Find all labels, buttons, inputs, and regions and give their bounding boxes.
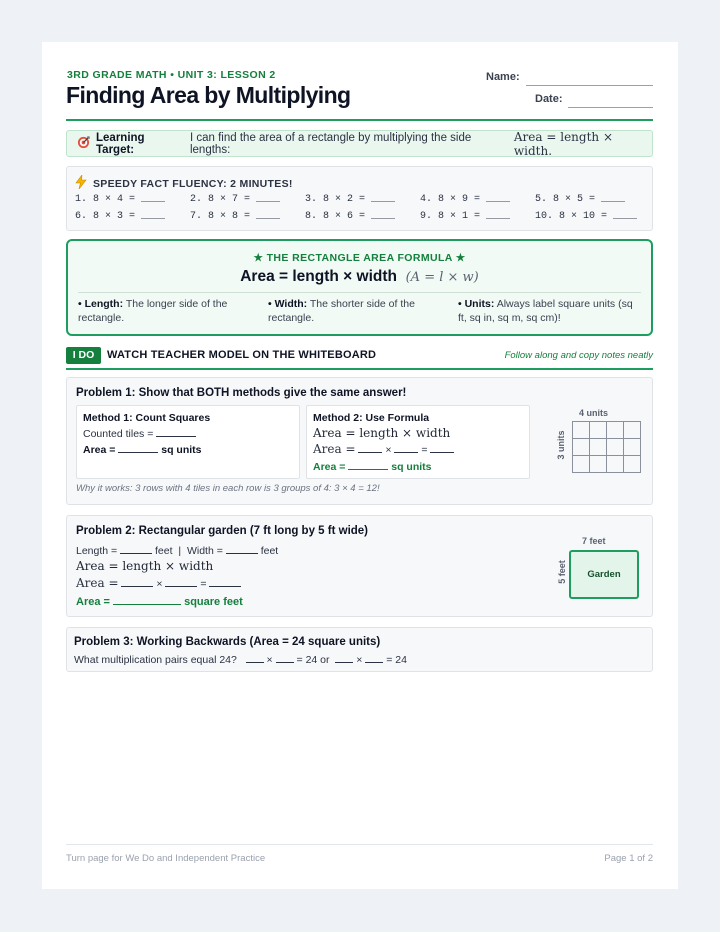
ido-note: Follow along and copy notes neatly [504, 350, 653, 361]
separator: | [178, 545, 182, 557]
problem-1-title: Problem 1: Show that BOTH methods give the same answer! [76, 387, 407, 399]
length-blank[interactable] [120, 544, 152, 554]
fluency-row-2 [75, 211, 650, 222]
worksheet-page [42, 42, 678, 889]
grid-tile [590, 456, 607, 473]
area-label: Area = [313, 442, 356, 456]
formula-fill-line [76, 576, 241, 590]
area-label: Area = [313, 461, 346, 473]
formula-line: Area = length × width [76, 559, 214, 573]
feet-label: feet [155, 545, 173, 557]
grid-tile [607, 422, 624, 439]
product-blank[interactable] [430, 443, 454, 453]
name-label: Name: [486, 71, 520, 83]
problem-1-card [66, 377, 653, 505]
target-icon [77, 136, 90, 152]
area-label: Area = [76, 576, 119, 590]
unit-label: sq units [391, 461, 432, 473]
answer-line [76, 595, 243, 608]
fact-fluency-box [66, 166, 653, 231]
grid-tile [624, 422, 641, 439]
garden-side-label: 5 feet [557, 560, 567, 584]
fact-item: 10. 8 × 10 = ____ [535, 211, 638, 222]
area-blank[interactable] [348, 460, 388, 470]
fact-item: 8. 8 × 6 = ____ [305, 211, 396, 222]
page-number: Page 1 of 2 [604, 853, 653, 864]
method-2-box [306, 405, 530, 479]
area-label: Area = [83, 444, 116, 456]
factor-blank[interactable] [246, 653, 264, 663]
length-label: Length = [76, 545, 118, 557]
fact-item: 9. 8 × 1 = ____ [420, 211, 511, 222]
garden-top-label: 7 feet [582, 536, 606, 546]
page-title: Finding Area by Multiplying [66, 82, 351, 108]
fact-item: 1. 8 × 4 = ____ [75, 194, 166, 205]
grid-tile [624, 439, 641, 456]
factor-blank[interactable] [276, 653, 294, 663]
term-label: • Units: [458, 298, 495, 310]
formula-fill-line [313, 442, 454, 456]
grid-tile [573, 422, 590, 439]
name-field[interactable] [526, 85, 653, 86]
ido-divider [66, 368, 653, 370]
unit-label: sq units [161, 444, 202, 456]
width-blank[interactable] [394, 443, 418, 453]
grid-tile [573, 439, 590, 456]
grid-top-label: 4 units [579, 408, 609, 418]
problem-3-card [66, 627, 653, 672]
grid-tile [590, 439, 607, 456]
grid-tile [607, 439, 624, 456]
answer-label: Area = [76, 596, 110, 608]
length-blank[interactable] [358, 443, 382, 453]
width-label: Width = [186, 545, 223, 557]
times-sign: × [266, 654, 273, 666]
problem-3-title: Problem 3: Working Backwards (Area = 24 square units) [74, 636, 381, 648]
formula-heading: ★ THE RECTANGLE AREA FORMULA ★ [253, 252, 466, 264]
equals-text: = 24 or [296, 654, 330, 666]
term-desc: The shorter side of the rectangle. [268, 298, 415, 324]
area-blank[interactable] [118, 443, 158, 453]
term-label: • Length: [78, 298, 124, 310]
product-blank[interactable] [209, 577, 241, 587]
counted-tiles-blank[interactable] [156, 427, 196, 437]
fact-item: 6. 8 × 3 = ____ [75, 211, 166, 222]
learning-target [66, 130, 653, 157]
fact-item: 7. 8 × 8 = ____ [190, 211, 281, 222]
formula-divider [78, 292, 641, 293]
grid-side-label: 3 units [556, 430, 566, 460]
ido-title: WATCH TEACHER MODEL ON THE WHITEBOARD [107, 349, 377, 361]
width-blank[interactable] [165, 577, 197, 587]
times-sign: × [356, 654, 363, 666]
formula-line: Area = length × width [313, 426, 451, 440]
formula-text: Area = length × width [240, 268, 397, 285]
times-sign: × [156, 578, 163, 590]
grid-tile [607, 456, 624, 473]
counted-tiles-line [83, 427, 196, 440]
target-label: Learning Target: [96, 131, 145, 156]
fact-item: 4. 8 × 9 = ____ [420, 194, 511, 205]
length-blank[interactable] [121, 577, 153, 587]
method-2-title: Method 2: Use Formula [313, 412, 430, 424]
times-sign: × [385, 444, 392, 456]
fact-item: 3. 8 × 2 = ____ [305, 194, 396, 205]
lesson-kicker: 3RD GRADE MATH • UNIT 3: LESSON 2 [67, 69, 276, 81]
ido-badge: I DO [66, 347, 101, 364]
term-label: • Width: [268, 298, 308, 310]
area-formula-box [66, 239, 653, 336]
lightning-icon [75, 175, 87, 192]
formula-item-width [268, 297, 448, 325]
formula-math: (A = l × w) [405, 270, 479, 285]
problem-2-card [66, 515, 653, 617]
garden-diagram: Garden [569, 550, 639, 599]
equals-sign: = [200, 578, 207, 590]
term-desc: Always label square units (sq ft, sq in, sq m, sq cm)! [458, 298, 633, 324]
fact-item: 2. 8 × 7 = ____ [190, 194, 281, 205]
date-field[interactable] [568, 107, 653, 108]
target-formula: Area = length × width. [513, 129, 614, 158]
method-2-area-line [313, 460, 432, 473]
answer-blank[interactable] [113, 595, 181, 605]
header-divider [66, 119, 653, 121]
method-1-area-line [83, 443, 202, 456]
pairs-prompt: What multiplication pairs equal 24? [74, 654, 237, 666]
target-text: I can find the area of a rectangle by multiplying the side lengths: [189, 131, 472, 156]
term-desc: The longer side of the rectangle. [78, 298, 228, 324]
formula-item-length [78, 297, 258, 325]
grid-tile [573, 456, 590, 473]
equals-text: = 24 [386, 654, 407, 666]
date-label: Date: [535, 93, 563, 105]
problem-2-title: Problem 2: Rectangular garden (7 ft long by 5 ft wide) [76, 525, 369, 537]
pairs-line [74, 653, 407, 666]
fact-item: 5. 8 × 5 = ____ [535, 194, 626, 205]
width-blank[interactable] [226, 544, 258, 554]
answer-unit: square feet [184, 596, 243, 608]
feet-label: feet [260, 545, 279, 557]
equals-sign: = [421, 444, 428, 456]
counted-tiles-label: Counted tiles = [83, 428, 154, 440]
fluency-title: SPEEDY FACT FLUENCY: 2 MINUTES! [93, 177, 293, 190]
fluency-heading [75, 175, 293, 192]
method-1-title: Method 1: Count Squares [83, 412, 211, 424]
grid-tile [624, 456, 641, 473]
formula-main [68, 268, 651, 286]
factor-blank[interactable] [365, 653, 383, 663]
footer-divider [66, 844, 653, 845]
tile-grid [572, 421, 641, 473]
grid-tile [590, 422, 607, 439]
factor-blank[interactable] [335, 653, 353, 663]
method-1-box [76, 405, 300, 479]
why-it-works: Why it works: 3 rows with 4 tiles in each row is 3 groups of 4: 3 × 4 = 12! [76, 483, 380, 494]
fluency-row-1 [75, 194, 650, 205]
formula-item-units [458, 297, 643, 325]
footer-left: Turn page for We Do and Independent Practice [66, 853, 266, 864]
dimensions-line [76, 544, 278, 557]
